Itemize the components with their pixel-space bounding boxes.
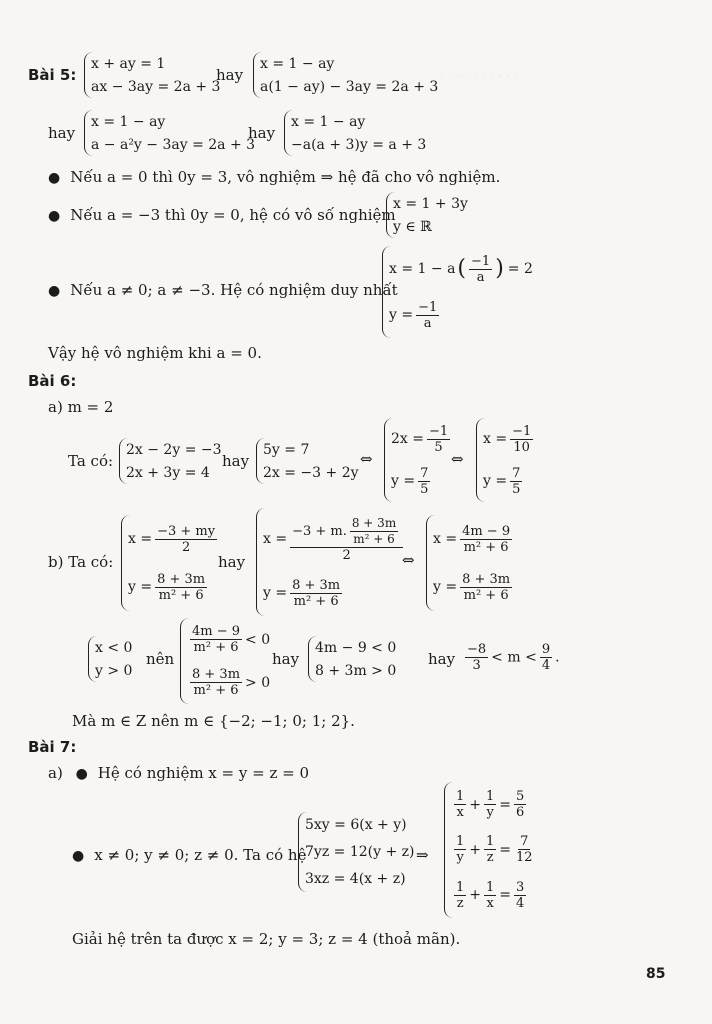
bai5-system-2: [253, 52, 438, 98]
bai6-b-system-3: [426, 515, 515, 611]
equation: [389, 300, 533, 331]
denominator: 10: [513, 439, 530, 455]
case-text: x ≠ 0; y ≠ 0; z ≠ 0. Ta có hệ: [94, 846, 307, 864]
bai6-a-system-3: [384, 418, 453, 502]
bai5-conclusion: Vậy hệ vô nghiệm khi a = 0.: [48, 344, 262, 362]
bullet-icon: ●: [48, 208, 61, 224]
fraction: [484, 880, 496, 911]
equation: x = 1 − ay: [260, 55, 335, 72]
denominator: 12: [516, 850, 533, 866]
nen-text: nên: [146, 650, 175, 668]
hay-text: hay: [216, 66, 244, 84]
inequality: [187, 624, 270, 655]
bai6-a-system-4: [476, 418, 536, 502]
inequality: y > 0: [95, 662, 133, 679]
bai6-a-system-1: [119, 438, 222, 484]
equation: a(1 − ay) − 3ay = 2a + 3: [260, 78, 439, 95]
numerator: 1: [456, 789, 465, 805]
equation: x = 1 + 3y: [393, 195, 468, 212]
equation: 3xz = 4(x + z): [305, 870, 406, 887]
denominator: m² + 6: [158, 587, 204, 603]
bai5-system-3: [84, 110, 255, 156]
denominator: m² + 6: [463, 587, 509, 603]
equation: $\frac{1}{z}$ + $\frac{1}{x}$ = $\frac{3}{4}$: [456, 879, 525, 911]
numerator: −1: [418, 299, 438, 315]
denominator: m² + 6: [463, 539, 509, 555]
fraction: [427, 424, 450, 455]
fraction: [454, 789, 466, 820]
case-text: Hệ có nghiệm x = y = z = 0: [97, 764, 310, 782]
bullet-icon: ●: [75, 766, 88, 782]
numerator: 1: [486, 834, 495, 850]
bai7-case-nonzero: [72, 846, 306, 865]
equation: 2x − 2y = −3: [126, 441, 222, 458]
expr: x = 1 − a: [389, 261, 456, 277]
denominator: y: [456, 850, 464, 866]
fraction: [290, 516, 403, 563]
equation: [391, 466, 453, 497]
numerator: 7: [520, 834, 529, 850]
bai5-system-4: [284, 110, 426, 156]
taco-text: Ta có:: [68, 452, 114, 470]
denominator: 4: [516, 895, 525, 911]
numerator: 4m − 9: [462, 523, 511, 539]
fraction: [514, 789, 526, 820]
numerator: −3 + my: [157, 523, 216, 539]
case-text: Nếu a = 0 thì 0y = 3, vô nghiệm ⇒ hệ đã cho vô nghiệm.: [70, 168, 501, 186]
equation: [389, 254, 533, 285]
equation: 5xy = 6(x + y): [305, 817, 407, 834]
equation: a − a²y − 3ay = 2a + 3: [91, 136, 256, 153]
denominator: m² + 6: [193, 640, 239, 655]
equation: y = $\frac{8 + 3m}{\text{m² + 6}}$: [128, 571, 206, 603]
numerator: 7: [512, 465, 521, 481]
expr: y =: [389, 307, 414, 323]
fraction: [514, 834, 535, 865]
fraction: [460, 524, 512, 555]
expr: = 2: [507, 261, 533, 277]
expr: x =: [483, 431, 508, 447]
hay-text: hay: [272, 650, 300, 668]
bai6-a-system-2: [256, 438, 359, 484]
denominator: m² + 6: [353, 531, 395, 546]
fraction: [469, 254, 492, 285]
denominator: a: [423, 315, 432, 331]
inequality: [187, 667, 270, 698]
expr: < 0: [245, 631, 271, 648]
equation: −a(a + 3)y = a + 3: [291, 136, 427, 153]
expr: < m <: [491, 649, 537, 666]
linear-inequalities: [308, 636, 396, 682]
denominator: m² + 6: [293, 593, 339, 609]
bai7-a-row: [48, 764, 309, 783]
equation: x = $\frac{4m - 9}{\text{m² + 6}}$: [433, 523, 511, 555]
iff-symbol: ⇔: [360, 450, 373, 468]
numerator: 8 + 3m: [462, 571, 511, 587]
denominator: x: [456, 805, 464, 821]
equation: y = $\frac{8 + 3m}{\text{m² + 6}}$: [263, 577, 341, 609]
denominator: 4: [541, 658, 551, 673]
numerator: 1: [456, 879, 465, 895]
hay-text: hay: [218, 553, 246, 571]
denominator: 2: [342, 547, 351, 563]
equation: [391, 424, 453, 455]
hay-text: hay: [48, 124, 76, 142]
expr: y =: [391, 473, 416, 489]
fraction: [416, 300, 439, 331]
bleed-through-text: · · · · · · · · · ·: [440, 70, 519, 85]
bullet-icon: ●: [72, 848, 85, 864]
fraction: [484, 789, 496, 820]
numerator: 1: [486, 789, 495, 805]
numerator: −8: [467, 642, 487, 657]
equation: 5y = 7: [263, 441, 310, 458]
fraction: [460, 572, 512, 603]
iff-symbol: ⇔: [402, 551, 415, 569]
fraction: [454, 880, 466, 911]
bai6-b-label: b) Ta có:: [48, 553, 114, 571]
denominator: 6: [516, 805, 525, 821]
equation: x = 1 − ay: [291, 113, 366, 130]
numerator: 8 + 3m: [351, 515, 397, 530]
fraction: [510, 466, 522, 497]
bai7-reciprocal-system: [444, 782, 538, 918]
denominator: a: [476, 269, 485, 285]
paren: (: [457, 256, 467, 281]
bullet-icon: ●: [48, 170, 61, 186]
equation: $\frac{1}{y}$ + $\frac{1}{z}$ = $\frac{7}{12}$: [456, 834, 533, 866]
bullet-icon: ●: [48, 283, 61, 299]
bai7-product-system: [298, 812, 414, 892]
fraction: [155, 524, 217, 555]
numerator: 7: [420, 465, 429, 481]
equation: $\frac{1}{x}$ + $\frac{1}{y}$ = $\frac{5}{6}$: [456, 789, 525, 821]
fraction: [190, 624, 242, 655]
expr: −3 + m.: [292, 523, 347, 539]
case-text: Nếu a ≠ 0; a ≠ −3. Hệ có nghiệm duy nhất: [70, 281, 398, 299]
fraction: [190, 667, 242, 698]
inequality: x < 0: [95, 639, 133, 656]
bai6-heading: Bài 6:: [28, 372, 77, 390]
numerator: −1: [471, 253, 491, 269]
bai6-conclusion: Mà m ∈ Z nên m ∈ {−2; −1; 0; 1; 2}.: [72, 712, 355, 730]
numerator: 9: [541, 642, 551, 657]
bai7-solution: Giải hệ trên ta được x = 2; y = 3; z = 4 (thoả mãn).: [72, 930, 461, 948]
numerator: 3: [516, 879, 525, 895]
denominator: z: [456, 895, 464, 911]
equation: x = −3 + m. $\frac{8 + 3m}{\text{m² + 6}}$ 2: [263, 516, 406, 563]
fraction: [155, 572, 207, 603]
equation: x + ay = 1: [91, 55, 166, 72]
hay-text: hay: [222, 452, 250, 470]
denominator: y: [486, 805, 494, 821]
equation: y ∈ ℝ: [393, 218, 432, 235]
denominator: z: [486, 850, 494, 866]
numerator: 1: [456, 834, 465, 850]
inequality: 4m − 9 < 0: [315, 639, 397, 656]
implies-symbol: ⇒: [416, 846, 429, 864]
numerator: 8 + 3m: [292, 577, 341, 593]
equation: x = 1 − ay: [91, 113, 166, 130]
case-text: Nếu a = −3 thì 0y = 0, hệ có vô số nghiệm: [70, 206, 396, 224]
bai6-b-system-2: [256, 508, 406, 616]
equation: [483, 466, 536, 497]
bai5-infinite-system: [386, 192, 468, 238]
equation: 2x + 3y = 4: [126, 464, 210, 481]
equation: 7yz = 12(y + z): [305, 843, 415, 860]
equation: y = $\frac{8 + 3m}{\text{m² + 6}}$: [433, 571, 511, 603]
bai5-system-1: [84, 52, 220, 98]
equation: x = $\frac{-3 + my}{2}$: [128, 523, 216, 555]
denominator: 5: [512, 481, 521, 497]
expr: 2x =: [391, 431, 424, 447]
denominator: 3: [472, 658, 481, 673]
numerator: 1: [486, 879, 495, 895]
fraction: [540, 642, 552, 673]
denominator: m² + 6: [193, 683, 239, 698]
hay-text: hay: [428, 650, 456, 668]
expr: > 0: [245, 674, 271, 691]
fraction: [510, 424, 533, 455]
numerator: 5: [516, 789, 525, 805]
sign-fraction-system: [180, 618, 270, 704]
denominator: 5: [434, 439, 443, 455]
bai7-heading: Bài 7:: [28, 738, 77, 756]
fraction: [465, 642, 488, 673]
fraction: [514, 880, 526, 911]
fraction: [418, 466, 430, 497]
bai5-heading: Bài 5:: [28, 66, 77, 84]
sign-conditions: [88, 636, 132, 682]
case-a-zero: [48, 168, 500, 187]
bai5-unique-system: [382, 246, 533, 338]
bai6-b-system-1: [121, 515, 220, 611]
equation: ax − 3ay = 2a + 3: [91, 78, 221, 95]
equation: [483, 424, 536, 455]
numerator: 4m − 9: [192, 624, 241, 639]
page-number: 85: [646, 966, 666, 982]
numerator: −1: [428, 423, 449, 439]
fraction: [484, 834, 496, 865]
equation: 2x = −3 + 2y: [263, 464, 359, 481]
fraction: [290, 578, 342, 609]
numerator: [290, 516, 403, 548]
inequality: 8 + 3m > 0: [315, 662, 397, 679]
bai6-a-label: a) m = 2: [48, 398, 114, 416]
numerator: 8 + 3m: [157, 571, 206, 587]
case-a-minus-3: [48, 206, 396, 225]
iff-symbol: ⇔: [451, 450, 464, 468]
numerator: −1: [512, 423, 532, 439]
paren: ): [495, 256, 504, 281]
hay-text: hay: [248, 124, 276, 142]
bai7-a-label: a): [48, 764, 63, 782]
fraction: [454, 834, 466, 865]
case-a-general: [48, 281, 398, 300]
expr: y =: [483, 473, 508, 489]
denominator: x: [486, 895, 494, 911]
m-range: $\frac{-8}{3}$ < m < $\frac{9}{4}$ .: [467, 642, 560, 673]
numerator: 8 + 3m: [192, 667, 241, 682]
denominator: 2: [181, 539, 191, 555]
denominator: 5: [420, 481, 429, 497]
fraction: [350, 516, 398, 547]
